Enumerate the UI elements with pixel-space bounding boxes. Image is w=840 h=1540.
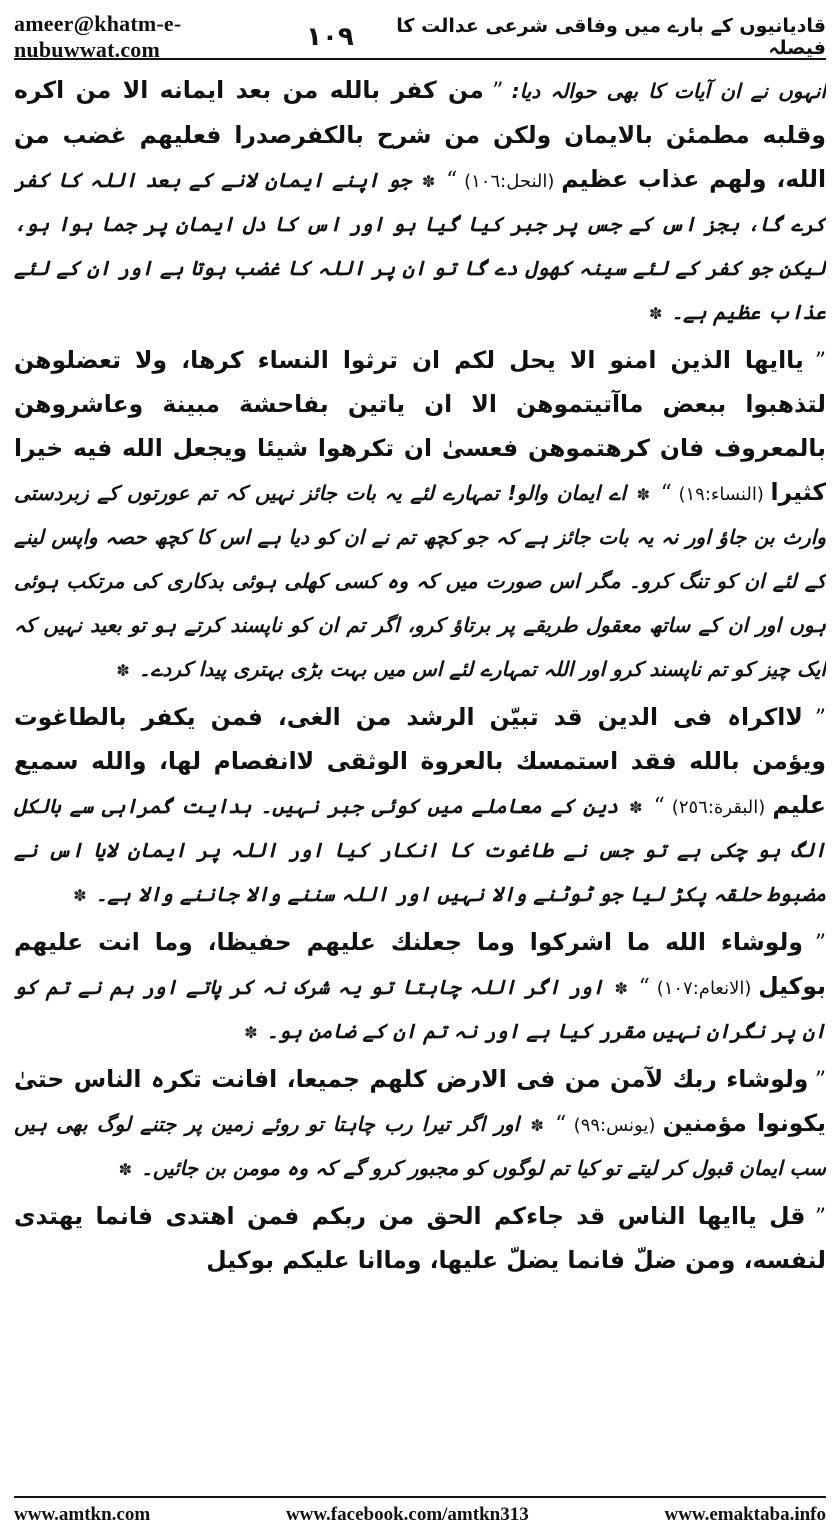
- verse-reference: (البقرة:٢٥٦): [671, 797, 766, 818]
- verse-reference: (یونس:٩٩): [573, 1115, 656, 1136]
- arabic-verse: قل یاایھا الناس قد جاءکم الحق من ربکم فمن اھتدی فانما یھتدی لنفسه، ومن ضلّ فانما یضلّ علیھا، وماانا علیکم بوکیل: [14, 1202, 826, 1274]
- page-footer: [14, 1496, 826, 1532]
- urdu-translation: اے ایمان والو! تمہارے لئے یہ بات جائز نہیں کہ تم عورتوں کے زبردستی وارث بن جاؤ اور نہ یہ بات جائز ہے کہ جو کچھ تم نے ان کو دیا ہے اس کا کچھ حصہ واپس لینے کے لئے ان کو تنگ کرو۔ مگر اس صورت میں کہ وہ کسی کھلی ہوئی بدکاری کی مرتکب ہوئی ہوں اور ان کے ساتھ معقول طریقے پر برتاؤ کرو، اگر تم ان کو ناپسند کرتے ہو تو بعید نہیں کہ ایک چیز کو تم ناپسند کرو اور اللہ تمہارے لئے اس میں بہت بڑی بہتری پیدا کردے۔: [14, 481, 826, 681]
- urdu-translation: اور اگر اللہ چاہتا تو یہ شرک نہ کر پاتے اور ہم نے تم کو ان پر نگران نہیں مقرر کیا ہے اور نہ تم ان کے ضامن ہو۔: [14, 975, 826, 1043]
- verse-paragraph: [14, 338, 826, 691]
- header-email[interactable]: ameer@khatm-e-nubuwwat.com: [14, 11, 182, 62]
- flower-ornament-icon: ✽: [116, 661, 130, 680]
- arabic-verse: ولوشاء الله ما اشرکوا وما جعلنك علیھم حفیظا، وما انت علیھم بوکیل: [14, 928, 826, 1000]
- flower-ornament-icon: ✽: [118, 1160, 133, 1179]
- arabic-verse: یاایھا الذین امنو الا یحل لکم ان ترثوا النساء کرھا، ولا تعضلوھن لتذھبوا ببعض ماآتیتموھن الا ان یاتین بفاحشة مبینة وعاشروھن بالمعروف فان کرھتموھن فعسیٰ ان تکرھوا شیئا ویجعل الله فیه خیرا کثیرا: [14, 346, 826, 506]
- verse-paragraph: [14, 1194, 826, 1282]
- urdu-translation: جو اپنے ایمان لانے کے بعد اللہ کا کفر کرے گا، بجز اس کے جس پر جبر کیا گیا ہو اور اس کا دل ایمان پر جما ہوا ہو، لیکن جو کفر کے لئے سینہ کھول دے گا تو ان پر اللہ کا غضب ہوتا ہے اور ان کے لئے عذاب عظیم ہے۔: [14, 168, 826, 324]
- verse-reference: (النساء:١٩): [678, 484, 764, 505]
- flower-ornament-icon: ✽: [244, 1023, 258, 1042]
- header-title-group: [306, 15, 826, 59]
- verse-paragraph: [14, 1057, 826, 1190]
- verse-paragraph: [14, 68, 826, 334]
- close-quote: “: [653, 794, 665, 819]
- running-title: قادیانیوں کے بارے میں وفاقی شرعی عدالت کا فیصلہ: [396, 15, 826, 59]
- page-body: [14, 68, 826, 1488]
- footer-link-emaktaba[interactable]: www.emaktaba.info: [664, 1504, 826, 1525]
- flower-ornament-icon: ✽: [636, 485, 650, 504]
- open-quote: ”: [814, 706, 826, 731]
- lead-text: انہوں نے ان آیات کا بھی حوالہ دیا:: [511, 79, 826, 103]
- footer-link-facebook[interactable]: www.facebook.com/amtkn313: [285, 1504, 529, 1525]
- verse-reference: (الانعام:١٠٧): [656, 978, 752, 999]
- verse-reference: (النحل:١٠٦): [464, 171, 555, 192]
- arabic-verse: لااکراہ فی الدین قد تبیّن الرشد من الغی، فمن یکفر بالطاغوت ویؤمن بالله فقد استمسك بالعروة الوثقی لاانفصام لھا، والله سمیع علیم: [14, 703, 826, 819]
- flower-ornament-icon: ✽: [421, 172, 436, 191]
- close-quote: “: [638, 975, 650, 1000]
- flower-ornament-icon: ✽: [73, 886, 87, 905]
- urdu-translation: دین کے معاملے میں کوئی جبر نہیں۔ ہدایت گمراہی سے بالکل الگ ہو چکی ہے تو جس نے طاغوت کا انکار کیا اور اللہ پر ایمان لایا اس نے مضبوط حلقہ پکڑ لیا جو ٹوٹنے والا نہیں اور اللہ سننے والا جاننے والا ہے۔: [14, 794, 826, 906]
- close-quote: “: [555, 1112, 567, 1137]
- open-quote: ”: [814, 1068, 826, 1093]
- verse-paragraph: [14, 920, 826, 1053]
- arabic-verse: من كفر بالله من بعد ايمانه الا من اكره وقلبه مطمئن بالايمان ولكن من شرح بالكفرصدرا فعليهم غضب من الله، ولهم عذاب عظيم: [14, 76, 826, 193]
- open-quote: ”: [814, 1205, 826, 1230]
- flower-ornament-icon: ✽: [629, 798, 643, 817]
- open-quote: ”: [814, 349, 826, 374]
- flower-ornament-icon: ✽: [614, 979, 628, 998]
- close-quote: “: [446, 168, 458, 193]
- close-quote: “: [660, 481, 672, 506]
- page-header: [14, 11, 826, 62]
- verse-paragraph: [14, 695, 826, 916]
- urdu-translation: اور اگر تیرا رب چاہتا تو روئے زمین پر جتنے لوگ بھی ہیں سب ایمان قبول کر لیتے تو کیا تم لوگوں کو مجبور کرو گے کہ وہ مومن بن جائیں۔: [14, 1112, 826, 1180]
- flower-ornament-icon: ✽: [648, 304, 663, 323]
- flower-ornament-icon: ✽: [530, 1116, 544, 1135]
- page-number: ۱۰۹: [306, 22, 354, 52]
- open-quote: ”: [814, 931, 826, 956]
- open-quote: ”: [492, 79, 504, 104]
- footer-link-amtkn[interactable]: www.amtkn.com: [14, 1504, 151, 1525]
- arabic-verse: ولوشاء ربك لآمن من فی الارض کلھم جمیعا، افانت تکرہ الناس حتیٰ یکونوا مؤمنین: [14, 1065, 826, 1137]
